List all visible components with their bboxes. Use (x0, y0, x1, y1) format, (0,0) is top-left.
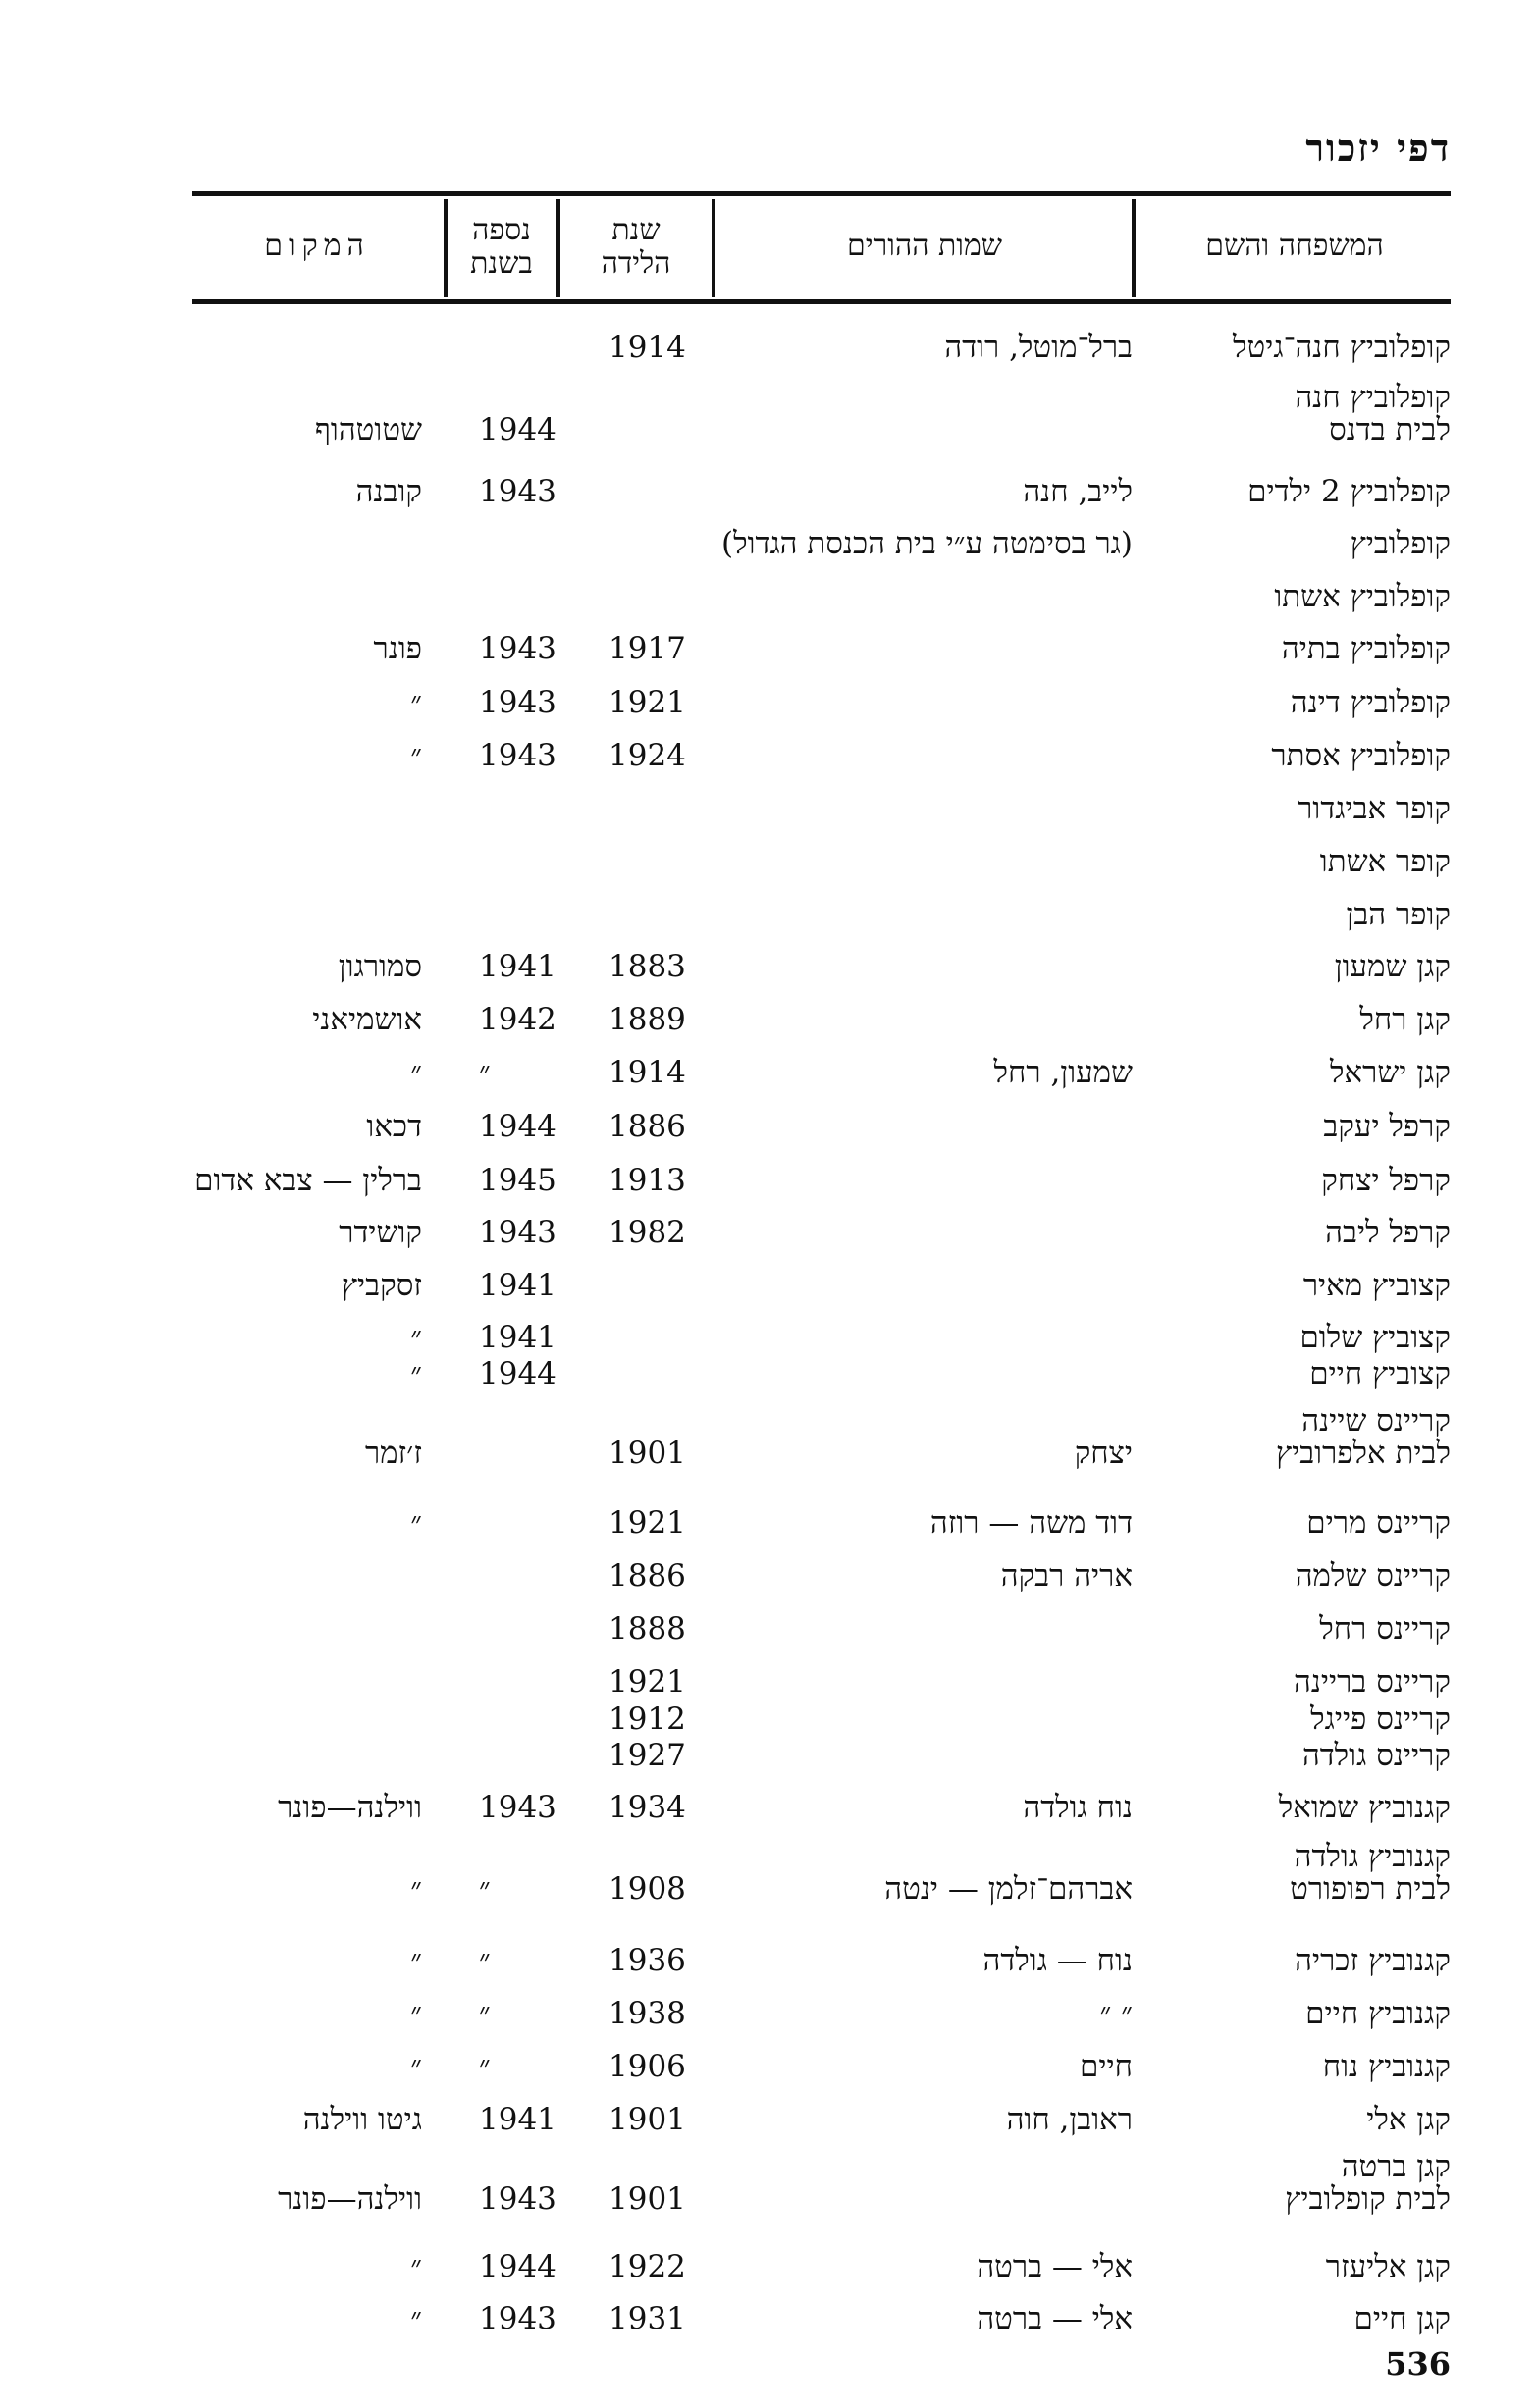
parents-names: ״ ״ (1099, 1996, 1133, 2031)
birth-year: 1921 (609, 1664, 686, 1700)
perished-year: 1943 (479, 1215, 556, 1250)
person-name: קריינס שלמה (1295, 1558, 1451, 1594)
table-row (0, 1505, 1537, 1564)
table-row (0, 1109, 1537, 1168)
person-name: קריינס גולדה (1301, 1738, 1451, 1773)
person-name: קגנוביץ שמואל (1278, 1790, 1451, 1825)
person-name: קגן ברטה (1341, 2149, 1451, 2184)
parents-names: אלי — ברטה (977, 2301, 1133, 2336)
person-name: קופלוביץ בתיה (1281, 631, 1451, 666)
person-name: קגנוביץ חיים (1305, 1996, 1451, 2031)
place-name: קושידר (339, 1215, 422, 1250)
table-row (0, 2249, 1537, 2308)
place-name: ״ (410, 1996, 422, 2031)
place-name: זסקביץ (341, 1268, 422, 1303)
birth-year: 1883 (609, 949, 686, 984)
table-row (0, 685, 1537, 744)
place-name: ווילנה—פונר (278, 2181, 422, 2217)
person-name: קגנוביץ גולדה (1294, 1839, 1451, 1874)
birth-year: 1912 (609, 1701, 686, 1737)
birth-year: 1906 (609, 2049, 686, 2084)
place-name: ״ (410, 1356, 422, 1391)
person-name: קריינס מרים (1306, 1505, 1451, 1541)
person-name: קגנוביץ זכריה (1295, 1943, 1451, 1978)
person-name: קרפל יעקב (1323, 1109, 1451, 1144)
maiden-name: לבית אלפרוביץ (1275, 1436, 1451, 1471)
place-name: ״ (410, 1943, 422, 1978)
birth-year: 1913 (609, 1163, 686, 1198)
person-name: קופר הבן (1346, 897, 1451, 932)
table-row (0, 1839, 1537, 1907)
table-row (0, 949, 1537, 1008)
perished-year: 1943 (479, 474, 556, 509)
header-parents: שמות ההורים (846, 229, 1003, 263)
perished-year: 1941 (479, 1268, 556, 1303)
table-row (0, 1996, 1537, 2055)
perished-year: 1943 (479, 685, 556, 720)
person-name: קגן שמעון (1334, 949, 1451, 984)
place-name: ״ (410, 2301, 422, 2336)
maiden-name: לבית קופלוביץ (1285, 2181, 1451, 2217)
perished-year: 1943 (479, 631, 556, 666)
table-row (0, 1611, 1537, 1670)
person-name: קופלוביץ אסתר (1271, 738, 1451, 773)
parents-names: אריה רבקה (1000, 1558, 1133, 1594)
birth-year: 1921 (609, 1505, 686, 1541)
table-row (0, 791, 1537, 850)
place-name: ״ (410, 2049, 422, 2084)
person-name: קגנוביץ נוח (1322, 2049, 1451, 2084)
table-row (0, 631, 1537, 690)
perished-year: 1944 (479, 1109, 556, 1144)
perished-year: ״ (479, 1996, 491, 2031)
place-name: ״ (410, 738, 422, 773)
perished-year: ״ (479, 1871, 491, 1907)
person-name: קופלוביץ 2 ילדים (1247, 474, 1451, 509)
parents-names: שמעון, רחל (993, 1055, 1133, 1090)
place-name: גיטו ווילנה (302, 2102, 422, 2137)
person-name: קופלוביץ (1350, 526, 1451, 561)
birth-year: 1914 (609, 1055, 686, 1090)
maiden-name: לבית רפופורט (1290, 1871, 1451, 1907)
table-row (0, 2049, 1537, 2108)
table-row (0, 1163, 1537, 1222)
perished-year: 1943 (479, 738, 556, 773)
birth-year: 1908 (609, 1871, 686, 1907)
birth-year: 1938 (609, 1996, 686, 2031)
perished-year: ״ (479, 2049, 491, 2084)
place-name: שטוטהוף (314, 412, 422, 447)
place-name: ״ (410, 685, 422, 720)
table-row (0, 1738, 1537, 1797)
place-name: סמורגון (338, 949, 422, 984)
place-name: אושמיאני (312, 1002, 422, 1037)
birth-year: 1934 (609, 1790, 686, 1825)
place-name: ״ (410, 1871, 422, 1907)
perished-year: 1941 (479, 2102, 556, 2137)
birth-year: 1901 (609, 1436, 686, 1471)
perished-year: 1943 (479, 2301, 556, 2336)
person-name: קרפל יצחק (1321, 1163, 1451, 1198)
table-row (0, 1558, 1537, 1617)
parents-names: אברהם־זלמן — ינטה (884, 1871, 1133, 1907)
person-name: קופלוביץ דינה (1290, 685, 1451, 720)
table-row (0, 844, 1537, 903)
parents-names: חיים (1080, 2049, 1133, 2084)
place-name: ״ (410, 1505, 422, 1541)
birth-year: 1921 (609, 685, 686, 720)
person-name: קגן אלי (1366, 2102, 1451, 2137)
table-row (0, 1055, 1537, 1114)
perished-year: 1944 (479, 2249, 556, 2284)
header-place: המקום (264, 229, 370, 263)
table-row (0, 579, 1537, 638)
place-name: ווילנה—פונר (278, 1790, 422, 1825)
person-name: קרפל ליבה (1325, 1215, 1451, 1250)
table-header-rule (192, 299, 1451, 304)
table-row (0, 1403, 1537, 1471)
header-perished-year: נספה בשנת (470, 213, 533, 281)
person-name: קגן ישראל (1330, 1055, 1451, 1090)
parents-names: (גר בסימטה ע״י בית הכנסת הגדול) (721, 526, 1133, 561)
table-row (0, 1943, 1537, 2002)
place-name: קובנה (355, 474, 422, 509)
birth-year: 1917 (609, 631, 686, 666)
person-name: קגן אליעזר (1325, 2249, 1451, 2284)
person-name: קריינס בריינה (1294, 1664, 1451, 1700)
table-row (0, 1002, 1537, 1061)
person-name: קופלוביץ חנה (1295, 380, 1451, 415)
table-row (0, 1268, 1537, 1327)
perished-year: ״ (479, 1055, 491, 1090)
place-name: ״ (410, 1055, 422, 1090)
person-name: קריינס רחל (1319, 1611, 1451, 1647)
birth-year: 1888 (609, 1611, 686, 1647)
person-name: קופלוביץ אשתו (1274, 579, 1451, 614)
birth-year: 1886 (609, 1558, 686, 1594)
birth-year: 1886 (609, 1109, 686, 1144)
person-name: קריינס פייגל (1310, 1701, 1451, 1737)
parents-names: ברל־מוטל, רודה (944, 330, 1133, 365)
birth-year: 1931 (609, 2301, 686, 2336)
parents-names: לייב, חנה (1023, 474, 1133, 509)
perished-year: ״ (479, 1943, 491, 1978)
table-row (0, 897, 1537, 956)
perished-year: 1941 (479, 1320, 556, 1355)
person-name: קגן רחל (1359, 1002, 1451, 1037)
place-name: פונר (373, 631, 422, 666)
parents-names: נוח — גולדה (982, 1943, 1133, 1978)
column-divider (556, 199, 560, 297)
person-name: קופר אביגדור (1298, 791, 1451, 826)
table-row (0, 2301, 1537, 2360)
table-row (0, 380, 1537, 447)
parents-names: דוד משה — רוזה (929, 1505, 1133, 1541)
table-row (0, 1215, 1537, 1274)
birth-year: 1927 (609, 1738, 686, 1773)
person-name: קופר אשתו (1319, 844, 1451, 879)
parents-names: ראובן, חוה (1006, 2102, 1133, 2137)
perished-year: 1944 (479, 412, 556, 447)
table-row (0, 474, 1537, 533)
place-name: ״ (410, 2249, 422, 2284)
place-name: ברלין — צבא אדום (194, 1163, 422, 1198)
birth-year: 1901 (609, 2181, 686, 2217)
place-name: ״ (410, 1320, 422, 1355)
perished-year: 1943 (479, 2181, 556, 2217)
column-divider (712, 199, 716, 297)
header-family-name: המשפחה והשם (1205, 229, 1384, 263)
perished-year: 1941 (479, 949, 556, 984)
maiden-name: לבית בדנס (1329, 412, 1451, 447)
page-number: 536 (1385, 2345, 1451, 2382)
perished-year: 1944 (479, 1356, 556, 1391)
birth-year: 1914 (609, 330, 686, 365)
birth-year: 1982 (609, 1215, 686, 1250)
column-divider (1132, 199, 1136, 297)
person-name: קופלוביץ חנה־גיטל (1233, 330, 1451, 365)
birth-year: 1922 (609, 2249, 686, 2284)
person-name: קצוביץ חיים (1309, 1356, 1451, 1391)
birth-year: 1924 (609, 738, 686, 773)
parents-names: אלי — ברטה (977, 2249, 1133, 2284)
person-name: קריינס שיינה (1301, 1403, 1451, 1439)
person-name: קצוביץ שלום (1299, 1320, 1451, 1355)
table-row (0, 738, 1537, 797)
perished-year: 1942 (479, 1002, 556, 1037)
perished-year: 1945 (479, 1163, 556, 1198)
table-top-rule (192, 191, 1451, 196)
parents-names: נוח גולדה (1023, 1790, 1133, 1825)
parents-names: יצחק (1074, 1436, 1133, 1471)
person-name: קצוביץ מאיר (1302, 1268, 1451, 1303)
birth-year: 1901 (609, 2102, 686, 2137)
table-row (0, 2149, 1537, 2217)
page-title: דפי יזכור (1305, 126, 1451, 170)
place-name: דכאו (366, 1109, 422, 1144)
place-name: ז׳זמר (364, 1436, 422, 1471)
birth-year: 1936 (609, 1943, 686, 1978)
table-row (0, 526, 1537, 585)
birth-year: 1889 (609, 1002, 686, 1037)
person-name: קגן חיים (1353, 2301, 1451, 2336)
perished-year: 1943 (479, 1790, 556, 1825)
header-birth-year: שנת הלידה (601, 213, 671, 281)
